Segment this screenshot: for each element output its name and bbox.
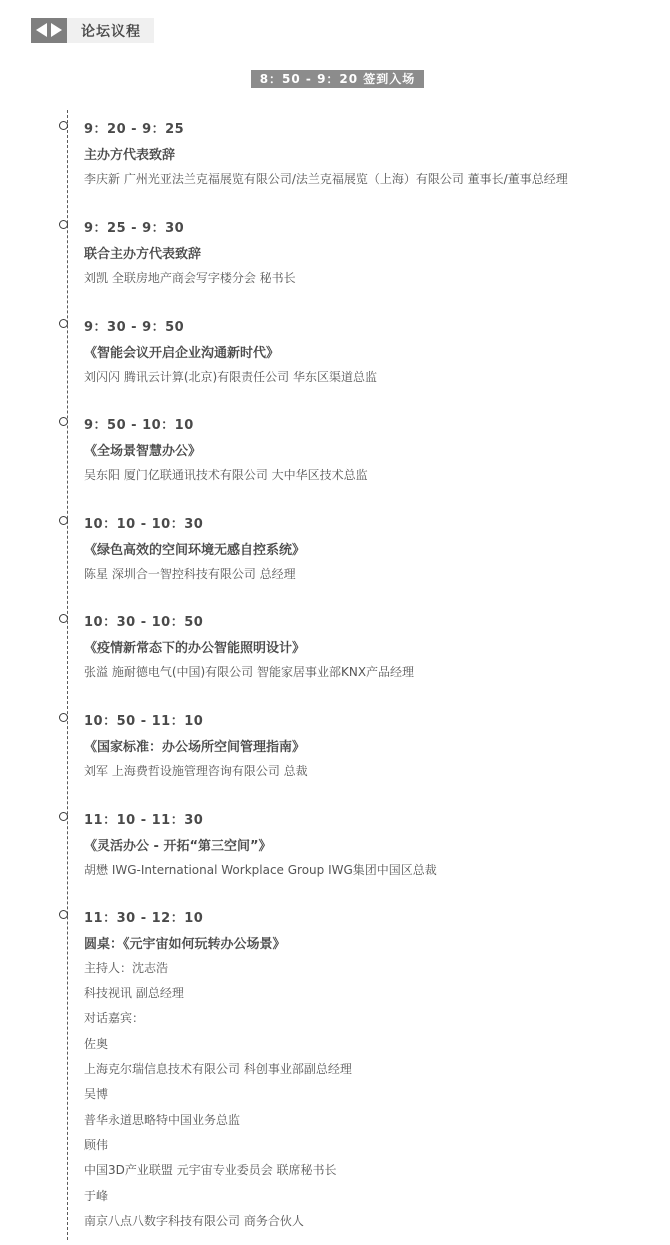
agenda-speaker: 刘凯 全联房地产商会写字楼分会 秘书长: [84, 271, 296, 285]
header-title-box: [67, 18, 154, 43]
timeline-dot-icon: [59, 417, 68, 426]
agenda-title: 《灵活办公 - 开拓“第三空间”》: [84, 839, 272, 854]
triangle-right-icon: [51, 23, 62, 37]
agenda-speaker: 胡懋 IWG-International Workplace Group IWG集团中国区总裁: [84, 863, 437, 877]
timeline-dot-icon: [59, 713, 68, 722]
panel-guest-name: 佐奥: [84, 1037, 109, 1051]
agenda-speaker: 刘军 上海费哲设施管理咨询有限公司 总裁: [84, 764, 308, 778]
agenda-title: 《疫情新常态下的办公智能照明设计》: [84, 641, 306, 656]
timeline-dot-icon: [59, 319, 68, 328]
section-header: [31, 18, 154, 43]
panel-moderator: 主持人：沈志浩: [84, 961, 169, 975]
agenda-speaker: 张溢 施耐德电气(中国)有限公司 智能家居事业部KNX产品经理: [84, 665, 415, 679]
timeline-dot-icon: [59, 121, 68, 130]
timeline-dot-icon: [59, 614, 68, 623]
timeline-dot-icon: [59, 812, 68, 821]
agenda-title: 《绿色高效的空间环境无感自控系统》: [84, 543, 306, 558]
agenda-time: 9：50 - 10：10: [84, 418, 194, 433]
panel-guest-role: 南京八点八数字科技有限公司 商务合伙人: [84, 1214, 304, 1228]
agenda-speaker: 李庆新 广州光亚法兰克福展览有限公司/法兰克福展览（上海）有限公司 董事长/董事总经理: [84, 172, 568, 186]
agenda-speaker: 刘闪闪 腾讯云计算(北京)有限责任公司 华东区渠道总监: [84, 370, 377, 384]
panel-time: 11：30 - 12：10: [84, 911, 204, 926]
timeline-dashed-line: [67, 110, 68, 1240]
agenda-time: 10：30 - 10：50: [84, 615, 204, 630]
panel-guest-name: 顾伟: [84, 1138, 109, 1152]
agenda-time: 9：30 - 9：50: [84, 320, 185, 335]
agenda-speaker: 陈星 深圳合一智控科技有限公司 总经理: [84, 567, 296, 581]
agenda-title: 主办方代表致辞: [84, 148, 176, 163]
agenda-time: 11：10 - 11：30: [84, 813, 204, 828]
agenda-time: 10：50 - 11：10: [84, 714, 204, 729]
agenda-title: 《全场景智慧办公》: [84, 444, 202, 459]
panel-guest-role: 中国3D产业联盟 元宇宙专业委员会 联席秘书长: [84, 1163, 337, 1177]
page-title: 论坛议程: [81, 23, 141, 40]
panel-guest-role: 上海克尔瑞信息技术有限公司 科创事业部副总经理: [84, 1062, 352, 1076]
timeline-dot-icon: [59, 516, 68, 525]
agenda-time: 10：10 - 10：30: [84, 517, 204, 532]
agenda-title: 《智能会议开启企业沟通新时代》: [84, 346, 280, 361]
panel-guest-name: 于峰: [84, 1189, 109, 1203]
panel-guest-role: 普华永道思略特中国业务总监: [84, 1113, 241, 1127]
triangle-left-icon: [36, 23, 47, 37]
panel-guest-name: 吴博: [84, 1087, 109, 1101]
agenda-time: 9：25 - 9：30: [84, 221, 185, 236]
agenda-title: 联合主办方代表致辞: [84, 247, 202, 262]
agenda-time: 9：20 - 9：25: [84, 122, 185, 137]
timeline-dot-icon: [59, 220, 68, 229]
panel-title: 圆桌：《元宇宙如何玩转办公场景》: [84, 937, 286, 952]
signin-banner: 8：50 - 9：20 签到入场: [251, 70, 424, 88]
nav-arrows-icon: [31, 18, 67, 43]
timeline-dot-icon: [59, 910, 68, 919]
agenda-speaker: 吴东阳 厦门亿联通讯技术有限公司 大中华区技术总监: [84, 468, 368, 482]
panel-guests-label: 对话嘉宾：: [84, 1011, 145, 1025]
agenda-title: 《国家标准：办公场所空间管理指南》: [84, 740, 306, 755]
panel-moderator-role: 科技视讯 副总经理: [84, 986, 184, 1000]
